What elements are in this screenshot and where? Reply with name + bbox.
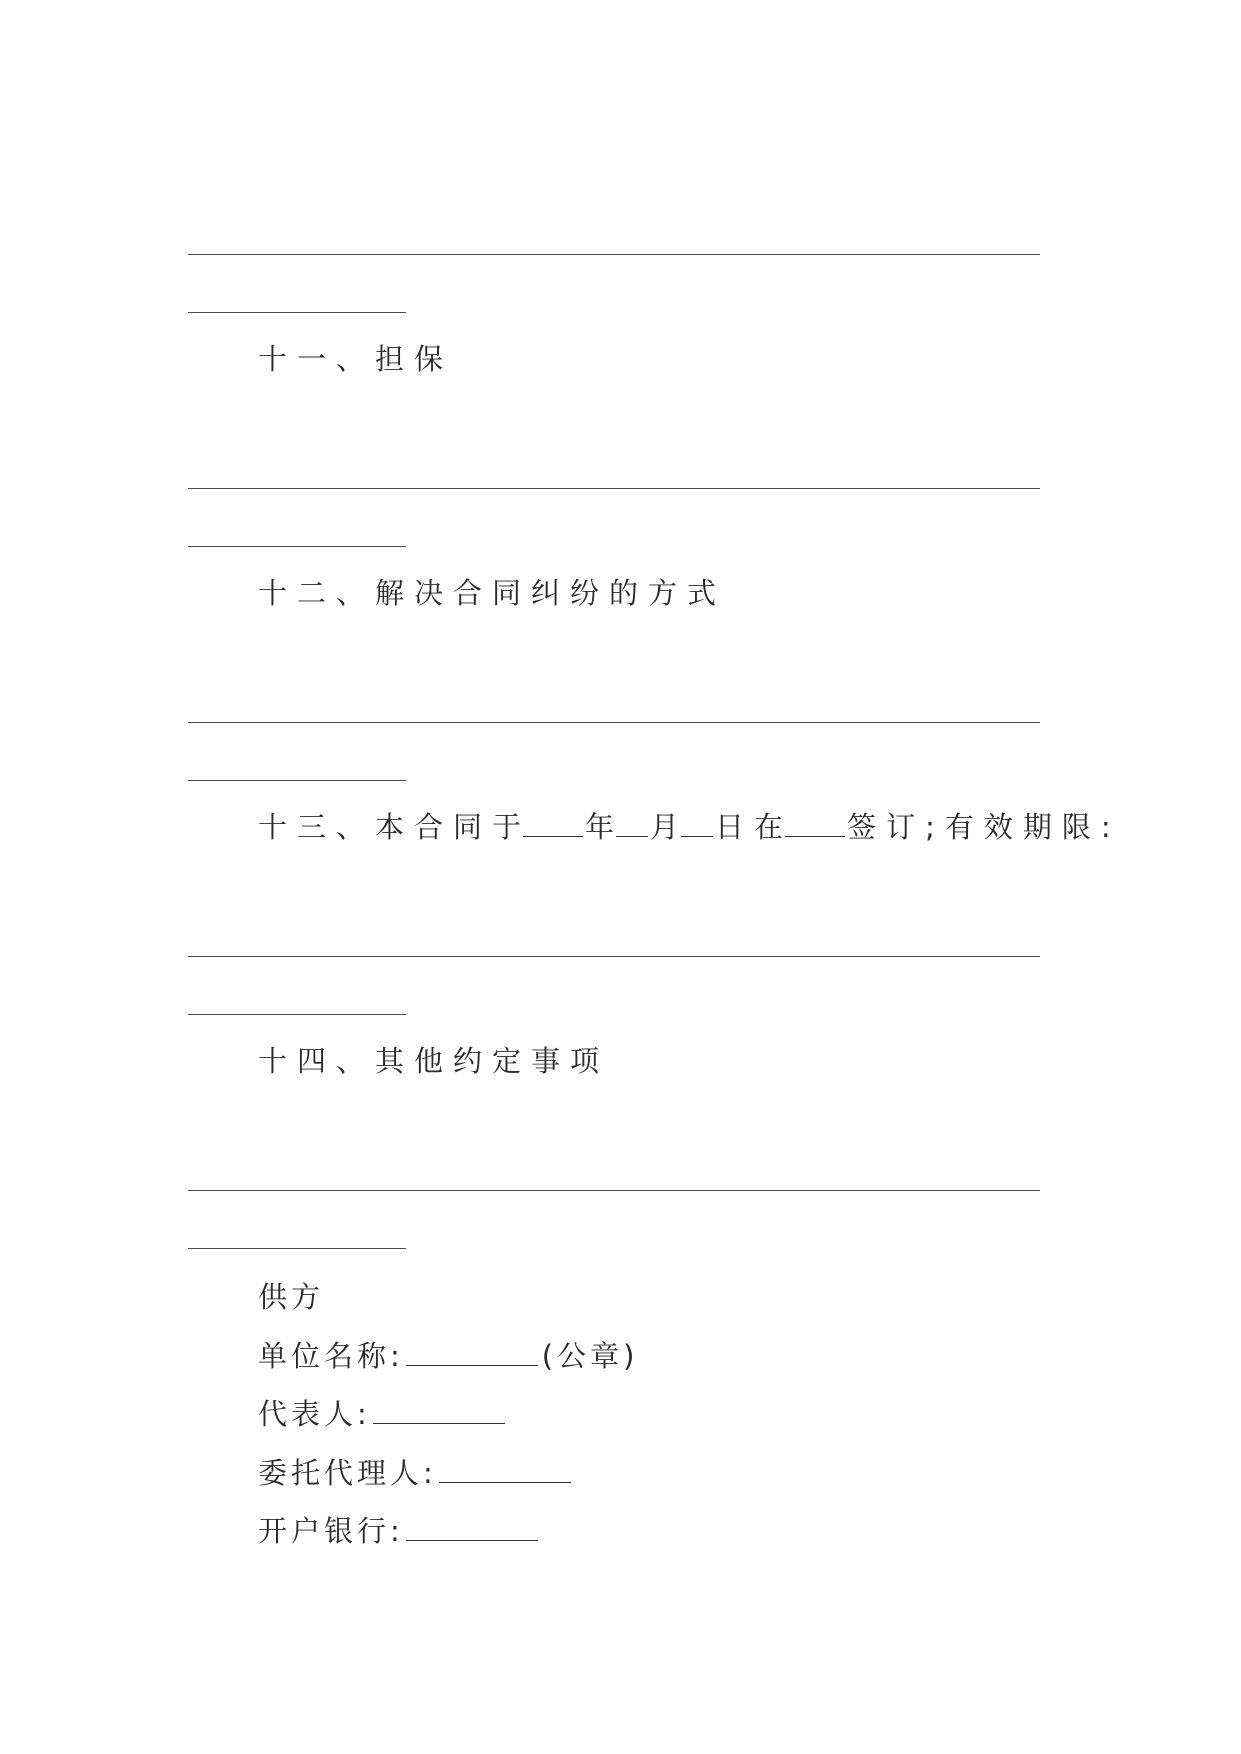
blank-line [188, 722, 1040, 723]
unit-name-label: 单位名称: [258, 1339, 404, 1373]
representative-row [258, 1397, 509, 1431]
heading-text: 日在 [715, 810, 794, 844]
blank-line [188, 488, 1040, 489]
agent-row [258, 1456, 575, 1490]
heading-text: 十三、本合同于 [258, 810, 532, 844]
unit-name-row [258, 1339, 639, 1373]
representative-blank [373, 1422, 505, 1424]
blank-line [188, 546, 406, 547]
blank-line [188, 780, 406, 781]
supplier-title: 供方 [258, 1280, 325, 1314]
blank-line [188, 1014, 406, 1015]
heading-text: 年 [585, 810, 625, 844]
bank-blank [406, 1539, 538, 1541]
section-heading-dispute-resolution: 十二、解决合同纠纷的方式 [258, 576, 727, 610]
heading-text: 签订;有效期限: [847, 810, 1121, 844]
month-blank [616, 835, 648, 837]
unit-name-blank [406, 1364, 538, 1366]
blank-line [188, 956, 1040, 957]
section-heading-signing-date [258, 810, 1121, 844]
blank-line [188, 254, 1040, 255]
place-blank [785, 835, 845, 837]
section-heading-guarantee: 十一、担保 [258, 342, 454, 376]
blank-line [188, 312, 406, 313]
blank-line [188, 1248, 406, 1249]
unit-name-suffix: (公章) [541, 1339, 639, 1373]
year-blank [523, 835, 583, 837]
agent-blank [439, 1481, 571, 1483]
bank-row [258, 1514, 542, 1548]
heading-text: 月 [650, 810, 690, 844]
representative-label: 代表人: [258, 1397, 371, 1431]
agent-label: 委托代理人: [258, 1456, 437, 1490]
day-blank [681, 835, 713, 837]
bank-label: 开户银行: [258, 1514, 404, 1548]
blank-line [188, 1190, 1040, 1191]
section-heading-other-terms: 十四、其他约定事项 [258, 1044, 610, 1078]
